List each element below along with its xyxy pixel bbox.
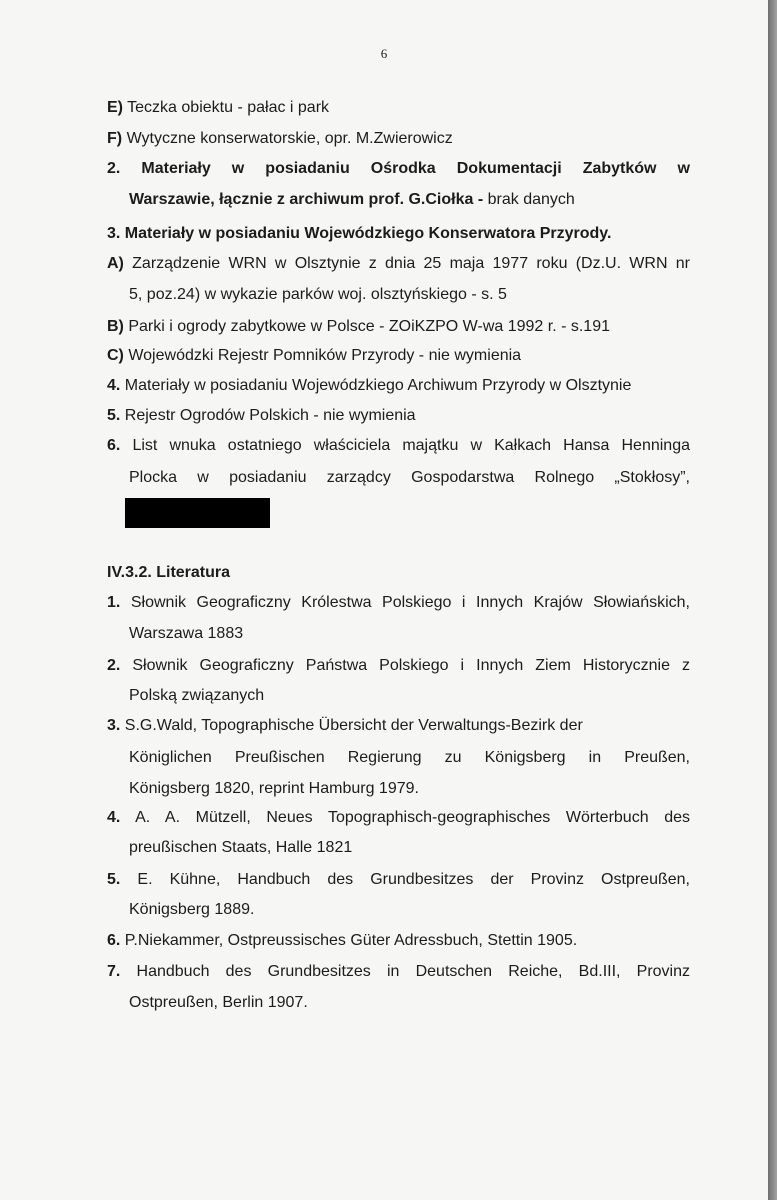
entry-text: Teczka obiektu - pałac i park (127, 99, 330, 116)
entry-5 (107, 405, 690, 427)
entry-number: 4. (107, 377, 121, 394)
item-number: 7. (107, 963, 121, 980)
section-heading: IV.3.2. Literatura (107, 564, 231, 581)
entry-6-line1 (107, 435, 690, 457)
entry-3 (107, 223, 690, 245)
entry-a-line2: 5, poz.24) w wykazie parków woj. olsztyńskiego - s. 5 (129, 286, 507, 303)
lit-item-1-line1 (107, 592, 690, 614)
item-number: 3. (107, 717, 121, 734)
lit-item-2-line2: Polską związanych (129, 687, 265, 704)
entry-number: 2. (107, 160, 121, 177)
item-text: Słownik Geograficzny Królestwa Polskiego i Innych Krajów Słowiańskich, (130, 594, 690, 611)
entry-text: Rejestr Ogrodów Polskich - nie wymienia (124, 407, 416, 424)
item-text: Handbuch des Grundbesitzes in Deutschen Reiche, Bd.III, Provinz (136, 963, 690, 980)
entry-text-bold: Warszawie, łącznie z archiwum prof. G.Ciołka - (129, 191, 484, 208)
entry-label: B) (107, 318, 124, 335)
lit-item-4-line2: preußischen Staats, Halle 1821 (129, 839, 353, 856)
entry-label: C) (107, 347, 124, 364)
lit-item-3-line2: Königlichen Preußischen Regierung zu Königsberg in Preußen, (129, 749, 690, 766)
item-text: P.Niekammer, Ostpreussisches Güter Adressbuch, Stettin 1905. (124, 932, 578, 949)
lit-item-6 (107, 930, 690, 952)
entry-label: A) (107, 255, 124, 272)
lit-item-3-line1 (107, 715, 690, 737)
item-number: 6. (107, 932, 121, 949)
entry-text: Materiały w posiadaniu Wojewódzkiego Konserwatora Przyrody. (124, 225, 612, 242)
lit-item-5-line1 (107, 869, 690, 891)
lit-item-1-line2: Warszawa 1883 (129, 625, 244, 642)
entry-text: Parki i ogrody zabytkowe w Polsce - ZOiKZPO W-wa 1992 r. - s.191 (128, 318, 610, 335)
page-number: 6 (380, 46, 388, 61)
entry-text: brak danych (483, 191, 575, 208)
page-edge-shadow (768, 0, 777, 1200)
item-number: 2. (107, 657, 121, 674)
redaction-bar (125, 498, 270, 528)
literature-heading (107, 562, 690, 584)
entry-text: Zarządzenie WRN w Olsztynie z dnia 25 maja 1977 roku (Dz.U. WRN nr (132, 255, 690, 272)
entry-label: E) (107, 99, 123, 116)
entry-e (107, 97, 690, 119)
entry-text: Wojewódzki Rejestr Pomników Przyrody - nie wymienia (128, 347, 522, 364)
entry-2-line1 (107, 158, 690, 180)
entry-number: 6. (107, 437, 121, 454)
entry-text: Materiały w posiadaniu Ośrodka Dokumentacji Zabytków w (141, 160, 690, 177)
lit-item-7-line2: Ostpreußen, Berlin 1907. (129, 994, 308, 1011)
entry-c (107, 345, 690, 367)
lit-item-3-line3: Königsberg 1820, reprint Hamburg 1979. (129, 780, 419, 797)
lit-item-4-line1 (107, 807, 690, 829)
item-text: E. Kühne, Handbuch des Grundbesitzes der Provinz Ostpreußen, (137, 871, 690, 888)
entry-label: F) (107, 130, 123, 147)
item-text: S.G.Wald, Topographische Übersicht der Verwaltungs-Bezirk der (124, 717, 583, 734)
item-text: A. A. Mützell, Neues Topographisch-geographisches Wörterbuch des (135, 809, 691, 826)
entry-4 (107, 375, 690, 397)
entry-number: 3. (107, 225, 121, 242)
item-number: 4. (107, 809, 121, 826)
lit-item-2-line1 (107, 655, 690, 677)
entry-b (107, 316, 690, 338)
entry-6-line2: Plocka w posiadaniu zarządcy Gospodarstwa Rolnego „Stokłosy”, (129, 469, 690, 486)
entry-a-line1 (107, 253, 690, 275)
lit-item-7-line1 (107, 961, 690, 983)
lit-item-5-line2: Königsberg 1889. (129, 901, 255, 918)
entry-2-line2 (129, 189, 690, 211)
entry-number: 5. (107, 407, 121, 424)
entry-text: Materiały w posiadaniu Wojewódzkiego Archiwum Przyrody w Olsztynie (124, 377, 632, 394)
entry-f (107, 128, 690, 150)
item-number: 1. (107, 594, 121, 611)
entry-text: List wnuka ostatniego właściciela majątku w Kałkach Hansa Henninga (132, 437, 690, 454)
entry-text: Wytyczne konserwatorskie, opr. M.Zwierowicz (126, 130, 453, 147)
item-number: 5. (107, 871, 121, 888)
item-text: Słownik Geograficzny Państwa Polskiego i Innych Ziem Historycznie z (132, 657, 690, 674)
